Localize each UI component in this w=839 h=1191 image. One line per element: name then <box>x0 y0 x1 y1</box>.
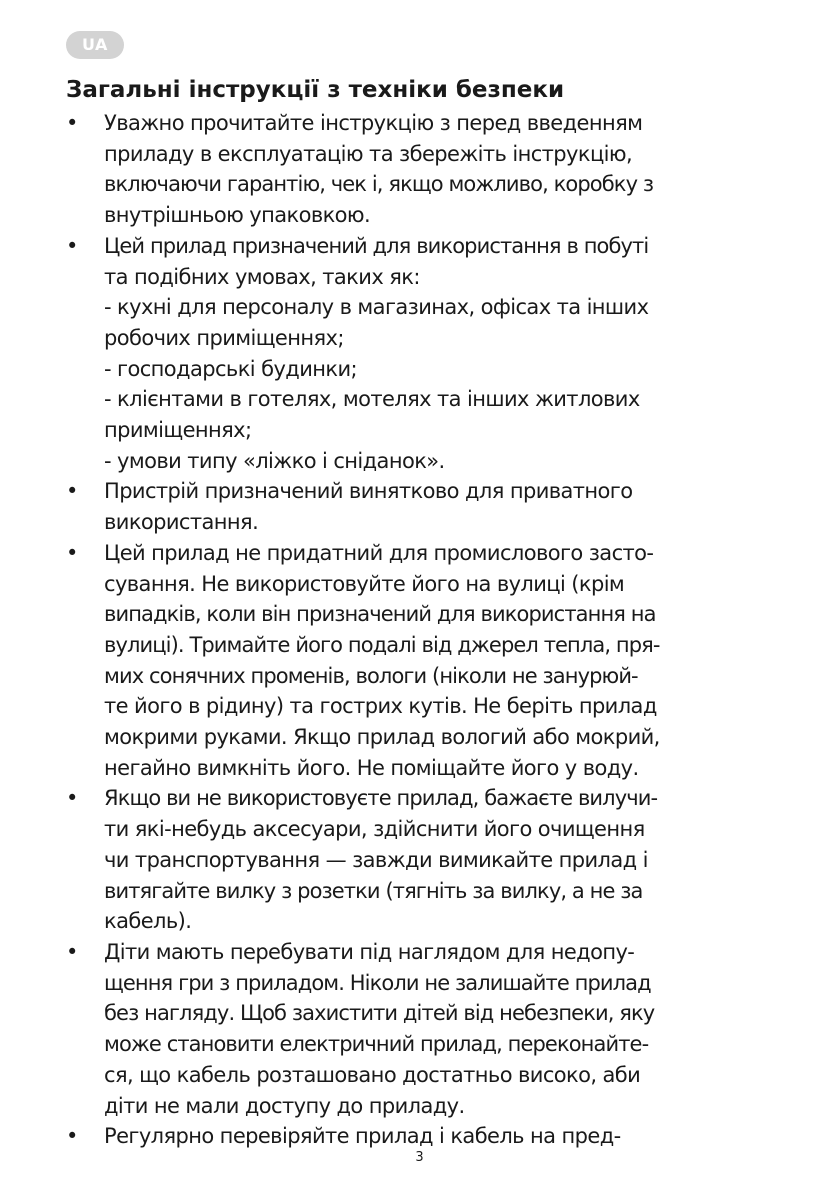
text-line: використання. <box>104 510 259 535</box>
page-number: 3 <box>415 1150 424 1165</box>
list-item <box>66 231 786 477</box>
text-line: може становити електричний прилад, переконайте- <box>104 1032 649 1057</box>
text-line: включаючи гарантію, чек і, якщо можливо, коробку з <box>104 172 654 197</box>
list-item <box>66 783 786 937</box>
bullet-icon: • <box>66 479 79 504</box>
text-line: - умови типу «ліжко і сніданок». <box>104 448 445 473</box>
bullet-icon: • <box>66 540 79 565</box>
text-line: - господарські будинки; <box>104 356 357 381</box>
text-line: та подібних умовах, таких як: <box>104 264 420 289</box>
text-line: щення гри з приладом. Ніколи не залишайте прилад <box>104 970 651 995</box>
list-item <box>66 1121 786 1152</box>
text-line: Цей прилад не придатний для промислового засто- <box>104 540 654 565</box>
text-line: Діти мають перебувати під наглядом для недопу- <box>104 939 635 964</box>
text-line: кабель). <box>104 909 192 934</box>
text-line: вулиці). Тримайте його подалі від джерел тепла, пря- <box>104 632 660 657</box>
list-item <box>66 937 786 1121</box>
text-line: ся, що кабель розташовано достатньо високо, аби <box>104 1062 641 1087</box>
text-line: - клієнтами в готелях, мотелях та інших житлових <box>104 387 640 412</box>
text-line: Пристрій призначений винятково для приватного <box>104 479 633 504</box>
text-line: Цей прилад призначений для використання в побуті <box>104 233 649 258</box>
text-line: ти які-небудь аксесуари, здійснити його очищення <box>104 817 645 842</box>
text-line: негайно вимкніть його. Не поміщайте його у воду. <box>104 755 639 780</box>
page-title: Загальні інструкції з техніки безпеки <box>66 77 565 103</box>
text-line: Якщо ви не використовуєте прилад, бажаєте вилучи- <box>104 786 658 811</box>
list-item <box>66 538 786 784</box>
bullet-icon: • <box>66 1124 79 1149</box>
bullet-icon: • <box>66 786 79 811</box>
text-line: приміщеннях; <box>104 418 252 443</box>
bullet-icon: • <box>66 111 79 135</box>
list-item <box>66 108 786 231</box>
text-line: внутрішньою упаковкою. <box>104 203 371 228</box>
text-line: - кухні для персоналу в магазинах, офісах та інших <box>104 295 649 320</box>
text-line: чи транспортування — завжди вимикайте прилад і <box>104 847 648 872</box>
text-line: мокрими руками. Якщо прилад вологий або мокрий, <box>104 725 660 750</box>
text-line: випадків, коли він призначений для використання на <box>104 602 656 627</box>
safety-instructions-list <box>66 108 786 1152</box>
text-line: робочих приміщеннях; <box>104 325 344 350</box>
bullet-icon: • <box>66 233 79 258</box>
language-badge: UA <box>66 31 124 59</box>
text-line: Регулярно перевіряйте прилад і кабель на пред- <box>104 1124 621 1149</box>
text-line: діти не мали доступу до приладу. <box>104 1093 465 1118</box>
text-line: те його в рідину) та гострих кутів. Не беріть прилад <box>104 694 657 719</box>
list-item <box>66 476 786 537</box>
text-line: Уважно прочитайте інструкцію з перед введенням <box>104 111 643 135</box>
text-line: сування. Не використовуйте його на вулиці (крім <box>104 571 625 596</box>
text-line: мих сонячних променів, вологи (ніколи не занурюй- <box>104 663 638 688</box>
text-line: витягайте вилку з розетки (тягніть за вилку, а не за <box>104 878 643 903</box>
text-line: без нагляду. Щоб захистити дітей від небезпеки, яку <box>104 1001 655 1026</box>
text-line: приладу в експлуатацію та збережіть інструкцію, <box>104 141 633 166</box>
bullet-icon: • <box>66 939 79 964</box>
